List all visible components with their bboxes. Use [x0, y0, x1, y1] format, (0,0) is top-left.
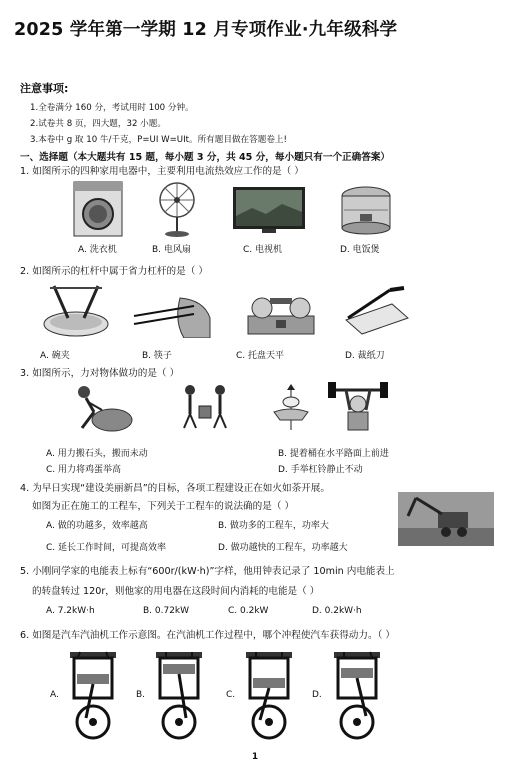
q4-option-a: A. 做的功越多，效率越高	[46, 521, 148, 531]
barbell-image	[326, 380, 390, 432]
q1-option-c: C. 电视机	[243, 245, 283, 255]
engine-stroke-b-image	[150, 648, 208, 744]
q2-option-d: D. 裁纸刀	[345, 351, 385, 361]
notice-item: 2.试卷共 8 页，四大题，32 小题。	[30, 119, 166, 129]
question-4-stem-line-2: 如图为正在施工的工程车，下列关于工程车的说法确的是（ ）	[32, 501, 295, 512]
question-5-stem-line-1: 5. 小刚同学家的电能表上标有“600r/(kW·h)”字样，他用钟表记录了 10min 内电能表上	[20, 566, 395, 577]
q6-option-b: B.	[136, 690, 146, 700]
paper-cutter-image	[340, 284, 412, 336]
q3-option-c: C. 用力将鸡蛋举高	[46, 465, 122, 475]
push-stone-image	[70, 382, 136, 432]
page-number: 1	[251, 752, 259, 762]
carry-bucket-image	[172, 382, 238, 432]
q5-option-c: C. 0.2kW	[228, 606, 269, 616]
question-2-stem: 2. 如图所示的杠杆中属于省力杠杆的是（ ）	[20, 266, 208, 277]
rice-cooker-image	[338, 182, 394, 236]
notice-item: 1.全卷满分 160 分，考试用时 100 分钟。	[30, 103, 194, 113]
q4-option-b: B. 做功多的工程车，功率大	[218, 521, 329, 531]
engine-stroke-c-image	[240, 648, 298, 744]
q2-option-b: B. 筷子	[142, 351, 172, 361]
q5-option-b: B. 0.72kW	[143, 606, 190, 616]
question-6-stem: 6. 如图是汽车汽油机工作示意图。在汽油机工作过程中，哪个冲程使汽车获得动力。（ ）	[20, 630, 396, 641]
engine-stroke-a-image	[64, 648, 122, 744]
question-1-stem: 1. 如图所示的四种家用电器中，主要利用电流热效应工作的是（ ）	[20, 166, 304, 177]
q6-option-c: C.	[226, 690, 236, 700]
notice-heading: 注意事项:	[20, 82, 69, 95]
q2-option-c: C. 托盘天平	[236, 351, 285, 361]
notice-item: 3.本卷中 g 取 10 牛/千克，P=UI W=UIt。所有题目做在答题卷上!	[30, 135, 287, 145]
page-title: 2025 学年第一学期 12 月专项作业·九年级科学	[14, 20, 398, 40]
q3-option-b: B. 提着桶在水平路面上前进	[278, 449, 389, 459]
q2-option-a: A. 碗夹	[40, 351, 70, 361]
q4-option-d: D. 做功越快的工程车，功率越大	[218, 543, 348, 553]
question-3-stem: 3. 如图所示，力对物体做功的是（ ）	[20, 368, 180, 379]
television-image	[232, 186, 306, 234]
q6-option-d: D.	[312, 690, 322, 700]
engine-stroke-d-image	[328, 648, 386, 744]
question-5-stem-line-2: 的转盘转过 120r，则他家的用电器在这段时间内消耗的电能是（ ）	[32, 586, 320, 597]
chopsticks-image	[132, 288, 212, 338]
q1-option-d: D. 电饭煲	[340, 245, 380, 255]
electric-fan-image	[152, 180, 202, 238]
q5-option-a: A. 7.2kW·h	[46, 606, 95, 616]
bowl-clip-image	[40, 282, 112, 340]
construction-vehicle-image	[398, 492, 494, 546]
q4-option-c: C. 延长工作时间，可提高效率	[46, 543, 167, 553]
lift-egg-image	[266, 382, 316, 434]
q6-option-a: A.	[50, 690, 59, 700]
q3-option-a: A. 用力搬石头，搬而未动	[46, 449, 148, 459]
washing-machine-image	[72, 180, 124, 238]
question-4-stem-line-1: 4. 为早日实现“建设美丽新昌”的目标，各项工程建设正在如火如荼开展。	[20, 483, 330, 494]
q5-option-d: D. 0.2kW·h	[312, 606, 362, 616]
balance-scale-image	[242, 286, 320, 338]
q3-option-d: D. 手举杠铃静止不动	[278, 465, 363, 475]
q1-option-a: A. 洗衣机	[78, 245, 117, 255]
section-heading: 一、选择题（本大题共有 15 题，每小题 3 分，共 45 分，每小题只有一个正确答案）	[20, 152, 391, 163]
q1-option-b: B. 电风扇	[152, 245, 191, 255]
